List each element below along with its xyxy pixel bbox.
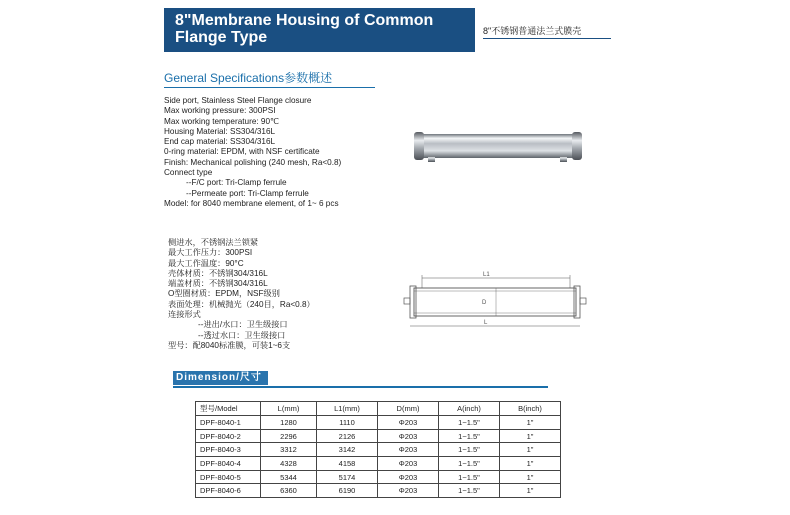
housing-end-cap-right: [572, 132, 582, 160]
table-cell: 1~1.5": [439, 429, 500, 443]
spec-line: Max working temperature: 90℃: [164, 116, 280, 126]
page-title: [164, 8, 475, 52]
table-cell: DPF-8040-1: [196, 416, 261, 430]
column-header: 型号/Model: [196, 402, 261, 416]
table-cell: 1": [500, 484, 561, 498]
table-cell: 4158: [317, 457, 378, 471]
spec-line: Side port, Stainless Steel Flange closure: [164, 96, 312, 105]
table-cell: DPF-8040-3: [196, 443, 261, 457]
table-row: [196, 416, 561, 430]
column-header: L1(mm): [317, 402, 378, 416]
table-cell: 5344: [261, 470, 317, 484]
spec-line: O型圈材质：EPDM，NSF级别: [168, 289, 280, 299]
table-cell: Φ203: [378, 457, 439, 471]
spec-line: 最大工作温度：90°C: [168, 258, 244, 268]
drawing-flange-right: [574, 286, 580, 318]
housing-end-cap-left: [414, 132, 424, 160]
column-header: A(inch): [439, 402, 500, 416]
column-header: D(mm): [378, 402, 439, 416]
table-cell: Φ203: [378, 443, 439, 457]
table-cell: 6360: [261, 484, 317, 498]
table-cell: Φ203: [378, 429, 439, 443]
housing-drawing: [400, 268, 592, 334]
label-l: L: [484, 320, 488, 326]
table-cell: DPF-8040-5: [196, 470, 261, 484]
table-cell: 1~1.5": [439, 457, 500, 471]
spec-line: Max working pressure: 300PSI: [164, 106, 276, 116]
spec-line: --F/C port: Tri-Clamp ferrule: [186, 178, 287, 188]
table-cell: 1~1.5": [439, 470, 500, 484]
table-cell: 4328: [261, 457, 317, 471]
table-cell: Φ203: [378, 416, 439, 430]
table-row: [196, 457, 561, 471]
table-cell: 1": [500, 443, 561, 457]
label-l1: L1: [483, 272, 490, 278]
spec-line: --Permeate port: Tri-Clamp ferrule: [186, 188, 309, 198]
spec-line: Model: for 8040 membrane element, of 1~ 6 pcs: [164, 198, 339, 208]
spec-line: End cap material: SS304/316L: [164, 137, 276, 147]
table-cell: DPF-8040-4: [196, 457, 261, 471]
table-row: [196, 470, 561, 484]
table-cell: 3312: [261, 443, 317, 457]
table-row: [196, 443, 561, 457]
spec-line: 端盖材质：不锈钢304/316L: [168, 279, 268, 289]
table-cell: 1~1.5": [439, 484, 500, 498]
table-cell: 1280: [261, 416, 317, 430]
specifications-heading: General Specifications参数概述: [164, 69, 375, 88]
table-cell: 1": [500, 457, 561, 471]
table-cell: DPF-8040-6: [196, 484, 261, 498]
spec-line: --透过水口：卫生级接口: [198, 330, 286, 340]
spec-line: Finish: Mechanical polishing (240 mesh, Ra<0.8): [164, 157, 342, 167]
spec-line: 最大工作压力：300PSI: [168, 248, 253, 258]
table-cell: 1~1.5": [439, 443, 500, 457]
table-cell: 1": [500, 429, 561, 443]
table-row: [196, 429, 561, 443]
drawing-port: [404, 298, 410, 304]
column-header: B(inch): [500, 402, 561, 416]
spec-line: 型号：配8040标准膜，可装1~6支: [168, 340, 291, 350]
spec-line: --进出/水口：卫生级接口: [198, 320, 288, 330]
spec-line: 表面处理：机械抛光（240目，Ra<0.8）: [168, 299, 315, 309]
table-cell: 5174: [317, 470, 378, 484]
spec-line: 壳体材质：不锈钢304/316L: [168, 268, 268, 278]
table-cell: 2296: [261, 429, 317, 443]
drawing-flange-left: [410, 286, 416, 318]
label-d: D: [482, 300, 487, 306]
table-cell: 3142: [317, 443, 378, 457]
table-cell: 1110: [317, 416, 378, 430]
page-subtitle-cn: 8"不锈钢普通法兰式膜壳: [483, 24, 611, 39]
dimension-heading: Dimension/尺寸: [173, 371, 268, 385]
table-cell: 2126: [317, 429, 378, 443]
dimension-table: [195, 401, 561, 498]
dimension-divider: [173, 386, 548, 388]
spec-line: 连接形式: [168, 310, 201, 320]
specifications-cn: [168, 238, 315, 351]
spec-line: Housing Material: SS304/316L: [164, 126, 276, 136]
housing-tube: [420, 134, 576, 158]
column-header: L(mm): [261, 402, 317, 416]
table-cell: DPF-8040-2: [196, 429, 261, 443]
housing-port-left: [428, 156, 435, 162]
spec-line: Connect type: [164, 168, 213, 178]
table-cell: 1": [500, 416, 561, 430]
table-cell: Φ203: [378, 470, 439, 484]
drawing-port: [580, 298, 586, 304]
table-row: [196, 484, 561, 498]
table-cell: Φ203: [378, 484, 439, 498]
table-cell: 6190: [317, 484, 378, 498]
table-cell: 1~1.5": [439, 416, 500, 430]
housing-photo: [408, 128, 588, 164]
housing-port-right: [560, 156, 567, 162]
spec-line: 0-ring material: EPDM, with NSF certificate: [164, 147, 320, 157]
drawing-body: [414, 288, 576, 316]
table-cell: 1": [500, 470, 561, 484]
spec-line: 侧进水，不锈钢法兰锁紧: [168, 238, 259, 247]
table-header-row: [196, 402, 561, 416]
specifications-en: [164, 96, 341, 209]
page-title-text: 8"Membrane Housing of Common Flange Type: [175, 12, 434, 46]
